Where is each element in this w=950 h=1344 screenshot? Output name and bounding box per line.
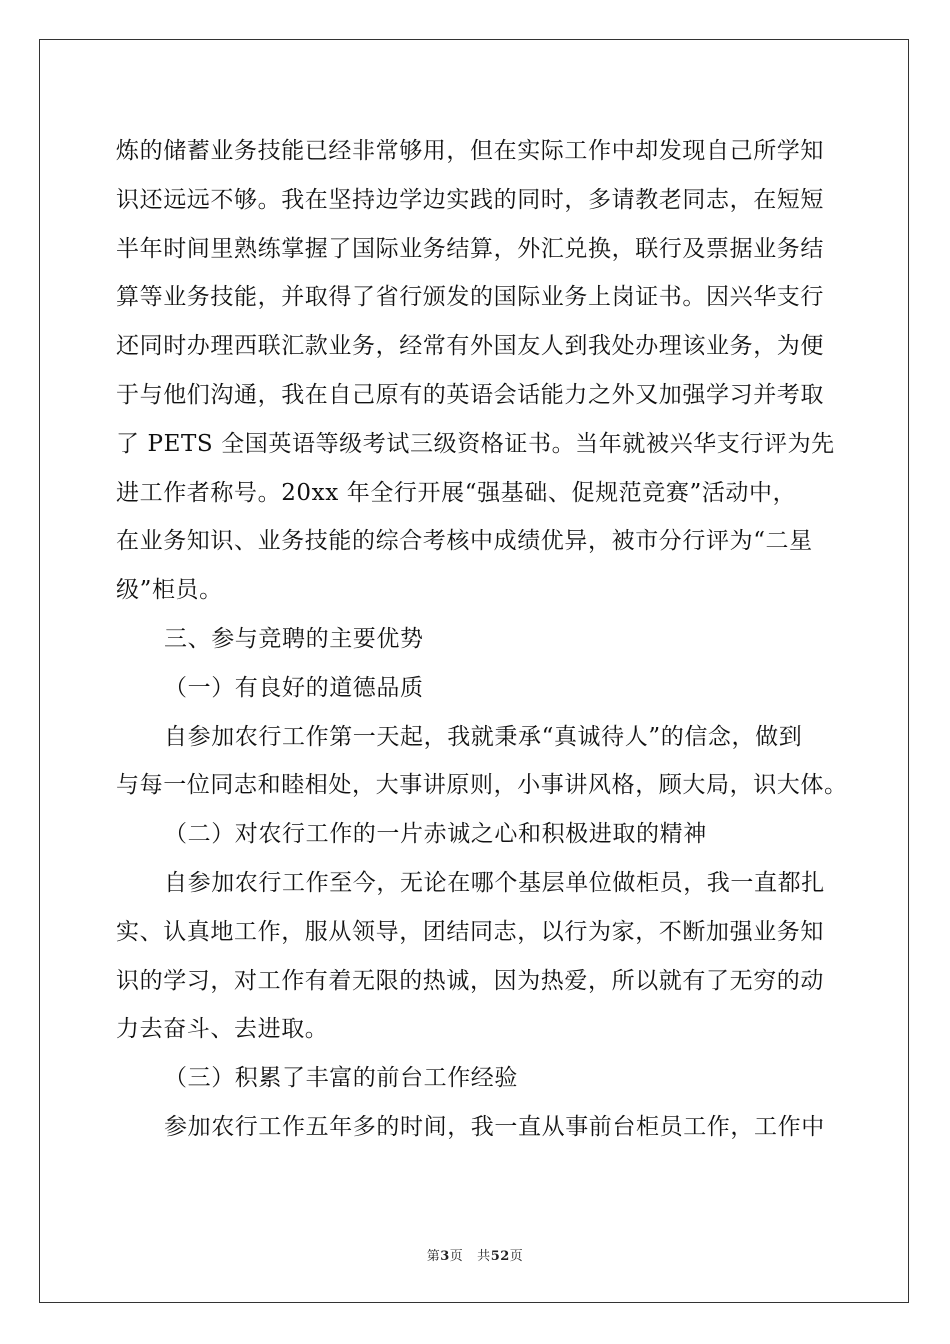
page-number: 3: [440, 1249, 450, 1264]
text-line: 识的学习，对工作有着无限的热诚，因为热爱，所以就有了无穷的动: [116, 967, 824, 994]
text-line: 与每一位同志和睦相处，大事讲原则，小事讲风格，顾大局，识大体。: [116, 772, 848, 799]
page-footer: [0, 1248, 950, 1266]
text-line: 炼的储蓄业务技能已经非常够用，但在实际工作中却发现自己所学知: [116, 138, 824, 164]
subsection-heading: （一）有良好的道德品质: [164, 674, 424, 701]
text-line: 了 PETS 全国英语等级考试三级资格证书。当年就被兴华支行评为先: [116, 430, 835, 457]
text-line: 识还远远不够。我在坚持边学边实践的同时，多请教老同志，在短短: [116, 186, 824, 213]
text-line: 自参加农行工作第一天起，我就秉承“真诚待人”的信念，做到: [164, 723, 803, 750]
text-line: 级”柜员。: [116, 577, 223, 604]
text-line: 进工作者称号。20xx 年全行开展“强基础、促规范竞赛”活动中，: [116, 479, 797, 506]
text-line: 力去奋斗、去进取。: [116, 1016, 329, 1043]
text-line: 于与他们沟通，我在自己原有的英语会话能力之外又加强学习并考取: [116, 381, 824, 408]
text-line: 实、认真地工作，服从领导，团结同志，以行为家，不断加强业务知: [116, 918, 824, 945]
subsection-heading: （三）积累了丰富的前台工作经验: [164, 1065, 518, 1092]
section-heading: 三、参与竞聘的主要优势: [164, 625, 424, 652]
document-body: [116, 127, 848, 1152]
text-line: 算等业务技能，并取得了省行颁发的国际业务上岗证书。因兴华支行: [116, 284, 824, 311]
text-line: 还同时办理西联汇款业务，经常有外国友人到我处办理该业务，为便: [116, 333, 824, 360]
page-prefix: 第: [426, 1249, 441, 1264]
text-line: 自参加农行工作至今，无论在哪个基层单位做柜员，我一直都扎: [164, 869, 825, 896]
page-suffix: 页: [449, 1249, 464, 1264]
total-pages: 52: [490, 1249, 510, 1264]
subsection-heading: （二）对农行工作的一片赤诚之心和积极进取的精神: [164, 821, 707, 848]
total-suffix: 页: [509, 1249, 524, 1264]
total-prefix: 共: [477, 1249, 491, 1264]
text-line: 半年时间里熟练掌握了国际业务结算，外汇兑换，联行及票据业务结: [116, 235, 824, 262]
text-line: 参加农行工作五年多的时间，我一直从事前台柜员工作，工作中: [164, 1113, 825, 1140]
text-line: 在业务知识、业务技能的综合考核中成绩优异，被市分行评为“二星: [116, 528, 813, 555]
